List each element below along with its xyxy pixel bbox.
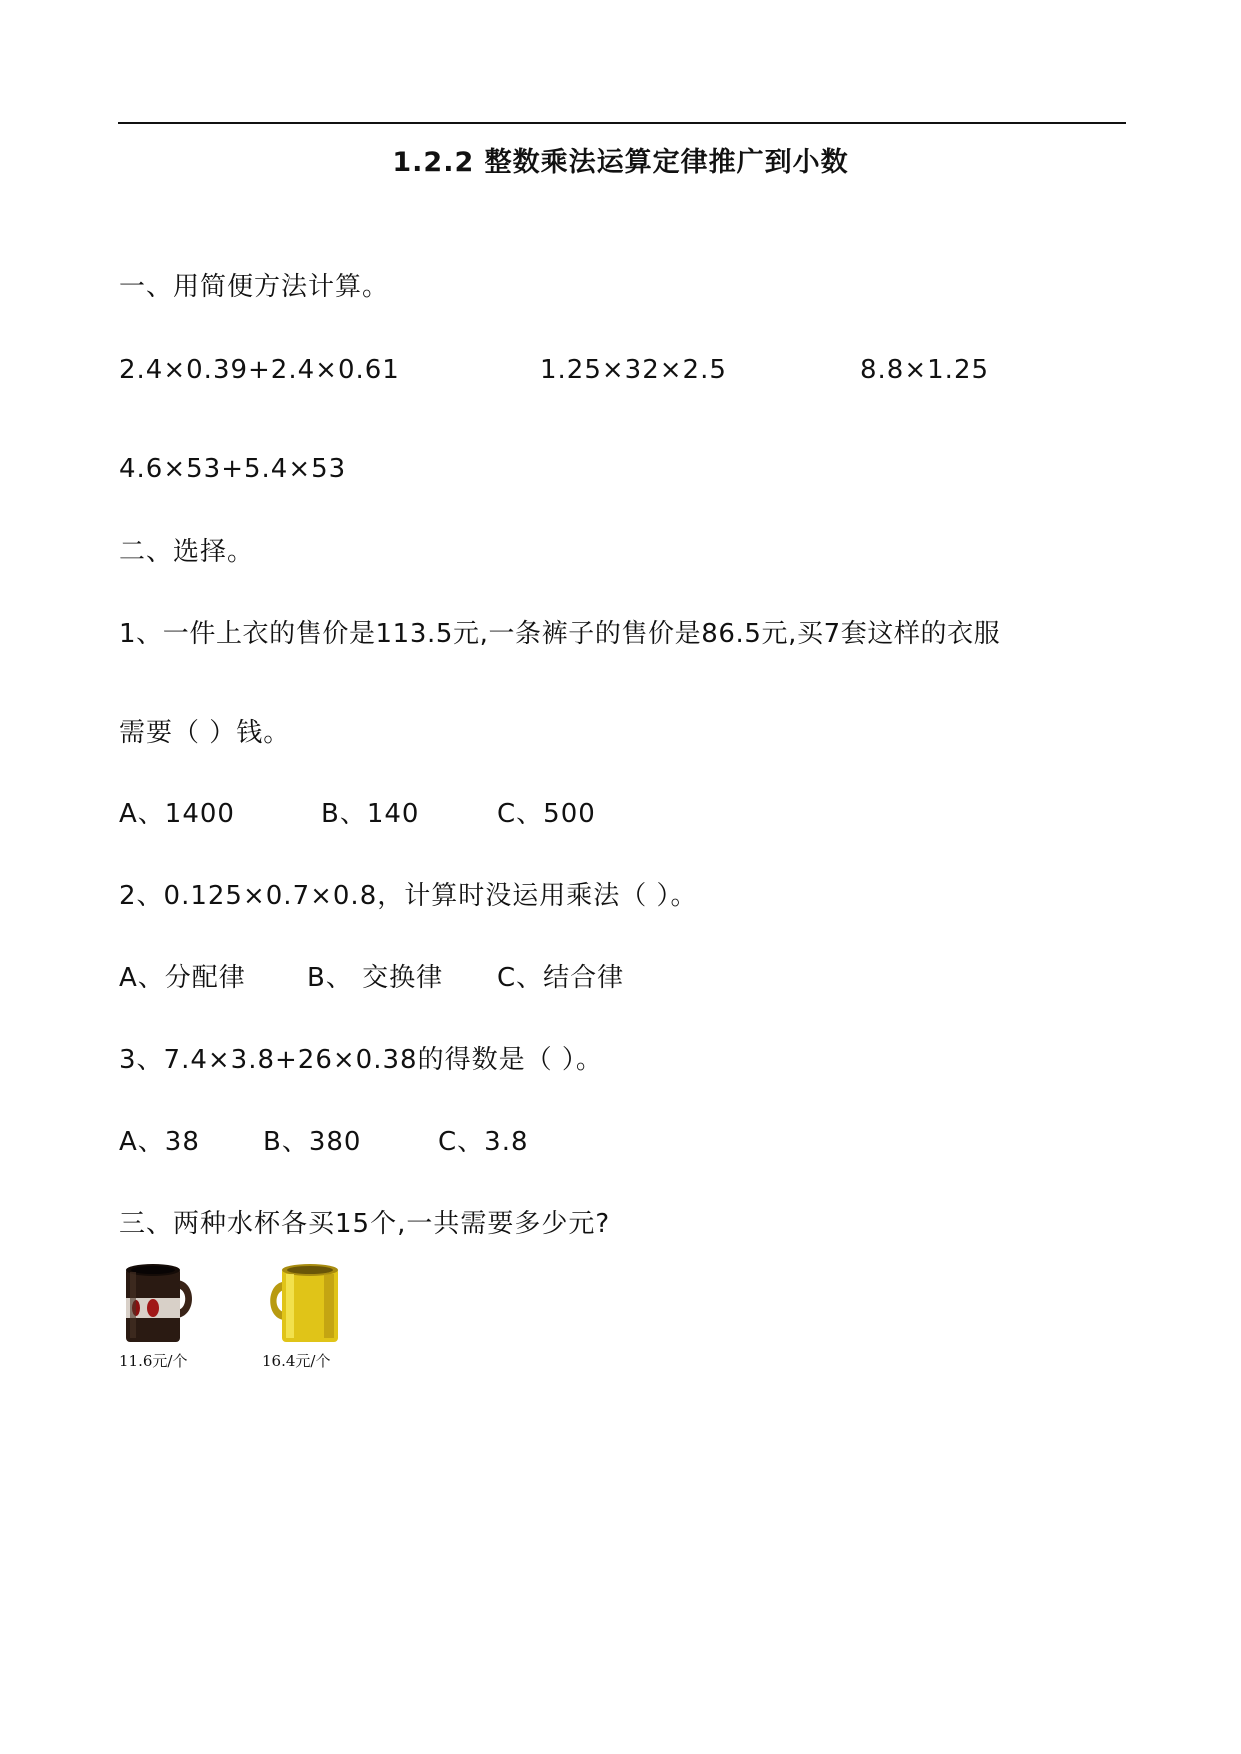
question-1-text: 1、一件上衣的售价是113.5元,一条裤子的售价是86.5元,买7套这样的衣服 (119, 619, 1001, 649)
calc-problem: 1.25×32×2.5 (540, 355, 727, 385)
header-rule (118, 122, 1126, 124)
question-1-text-cont: 需要（ ）钱。 (119, 718, 291, 748)
q2-option-c: C、结合律 (497, 963, 625, 993)
calc-problem: 8.8×1.25 (860, 355, 990, 385)
q3-option-c: C、3.8 (438, 1127, 529, 1157)
dark-mug-image (120, 1262, 200, 1348)
q2-option-b: B、 交换律 (307, 963, 444, 993)
section2-heading: 二、选择。 (119, 537, 255, 567)
page-title: 1.2.2 整数乘法运算定律推广到小数 (392, 147, 849, 178)
section3-heading: 三、两种水杯各买15个,一共需要多少元? (119, 1209, 611, 1239)
q1-option-c: C、500 (497, 799, 596, 829)
yellow-mug-image (268, 1262, 348, 1348)
question-2-text: 2、0.125×0.7×0.8，计算时没运用乘法（ ）。 (119, 881, 698, 911)
q2-option-a: A、分配律 (119, 963, 246, 993)
question-3-text: 3、7.4×3.8+26×0.38的得数是（ ）。 (119, 1045, 603, 1075)
q1-option-a: A、1400 (119, 799, 235, 829)
calc-problem: 2.4×0.39+2.4×0.61 (119, 355, 400, 385)
dark-mug-price: 11.6元/个 (119, 1352, 188, 1370)
section1-heading: 一、用简便方法计算。 (119, 272, 390, 302)
calc-problem: 4.6×53+5.4×53 (119, 454, 347, 484)
yellow-mug-price: 16.4元/个 (262, 1352, 331, 1370)
q3-option-b: B、380 (263, 1127, 362, 1157)
q1-option-b: B、140 (321, 799, 420, 829)
q3-option-a: A、38 (119, 1127, 200, 1157)
